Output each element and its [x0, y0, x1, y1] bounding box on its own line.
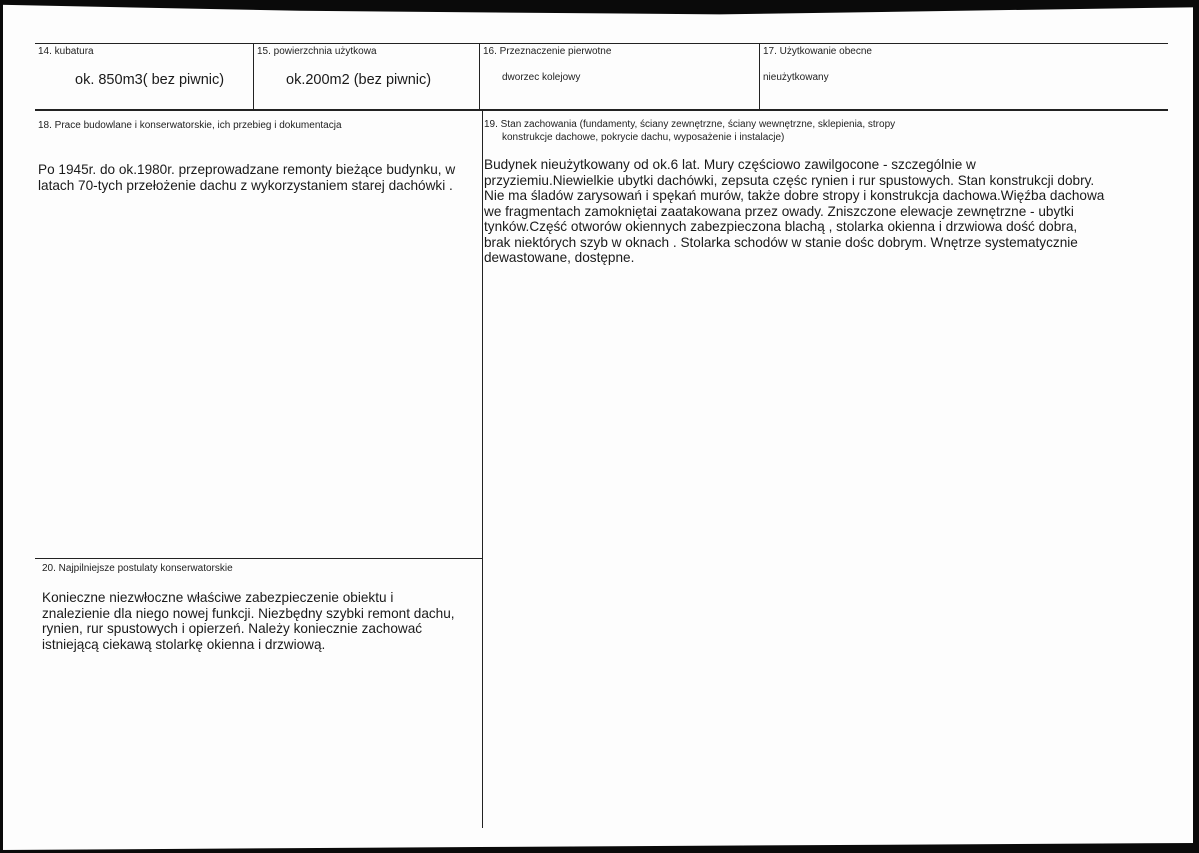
field-17-value: nieużytkowany — [763, 72, 829, 83]
field-18-text — [38, 162, 478, 193]
field-20-text — [42, 590, 478, 652]
field-19-line: Budynek nieużytkowany od ok.6 lat. Mury częściowo zawilgocone - szczególnie w — [484, 157, 976, 172]
column-divider-3 — [759, 43, 760, 110]
field-16-value: dworzec kolejowy — [502, 72, 581, 83]
field-19-line: przyziemiu.Niewielkie ubytki dachówki, zepsuta częśc rynien i rur spustowych. Stan konstrukcji dobry. — [484, 172, 1095, 188]
field-14-value: ok. 850m3( bez piwnic) — [75, 72, 225, 88]
field-15-value: ok.200m2 (bez piwnic) — [286, 72, 432, 88]
row-divider-line — [35, 109, 1168, 111]
scan-edge-left — [0, 0, 3, 853]
main-column-divider — [482, 110, 483, 828]
field-15-label: 15. powierzchnia użytkowa — [257, 46, 377, 57]
field-19-line: dewastowane, dostępne. — [484, 250, 635, 265]
field-19-label-line2: konstrukcje dachowe, pokrycie dachu, wyposażenie i instalacje) — [502, 132, 785, 143]
scan-edge-top — [0, 0, 1199, 24]
field-17-label: 17. Użytkowanie obecne — [763, 46, 872, 57]
field-19-line: brak niektórych szyb w oknach . Stolarka schodów w stanie dośc dobrym. Wnętrze systematycznie — [484, 234, 1078, 250]
field-18-line: latach 70-tych przełożenie dachu z wykorzystaniem starej dachówki . — [38, 177, 453, 193]
column-divider-1 — [253, 43, 254, 110]
field-18-line: Po 1945r. do ok.1980r. przeprowadzane remonty bieżące budynku, w — [38, 162, 456, 177]
field-14-label: 14. kubatura — [38, 46, 94, 57]
field-20-line: znalezienie dla niego nowej funkcji. Niezbędny szybki remont dachu, — [42, 605, 455, 621]
field-19-line: we fragmentach zamokniętai zaatakowana przez owady. Zniszczone elewacje zewnętrzne - ubytki — [484, 203, 1074, 219]
field-19-line: Nie ma śladów zarysowań i spękań murów, także dobre stropy i konstrukcja dachowa.Więźba dachowa — [484, 188, 1105, 203]
field-20-line: istniejącą ciekawą stolarkę okienna i drzwiową. — [42, 636, 326, 652]
top-border-line — [35, 43, 1168, 44]
field-19-text — [484, 157, 1164, 266]
section-20-top-line — [35, 558, 483, 559]
scan-edge-bottom — [0, 843, 1199, 853]
field-20-label: 20. Najpilniejsze postulaty konserwatorskie — [42, 563, 233, 574]
field-16-label: 16. Przeznaczenie pierwotne — [483, 46, 612, 57]
field-19-line: tynków.Część otworów okiennych zabezpieczona blachą , stolarka okienna i drzwiowa dość dobra, — [484, 219, 1078, 234]
field-18-label: 18. Prace budowlane i konserwatorskie, ich przebieg i dokumentacja — [38, 120, 342, 131]
field-20-line: Konieczne niezwłoczne właściwe zabezpieczenie obiektu i — [42, 590, 394, 605]
field-19-label-line1: 19. Stan zachowania (fundamenty, ściany zewnętrzne, ściany wewnętrzne, sklepienia, stropy — [484, 119, 896, 130]
column-divider-2 — [479, 43, 480, 110]
field-20-line: rynien, rur spustowych i opierzeń. Należy koniecznie zachować — [42, 621, 423, 636]
scan-edge-right — [1193, 0, 1199, 853]
